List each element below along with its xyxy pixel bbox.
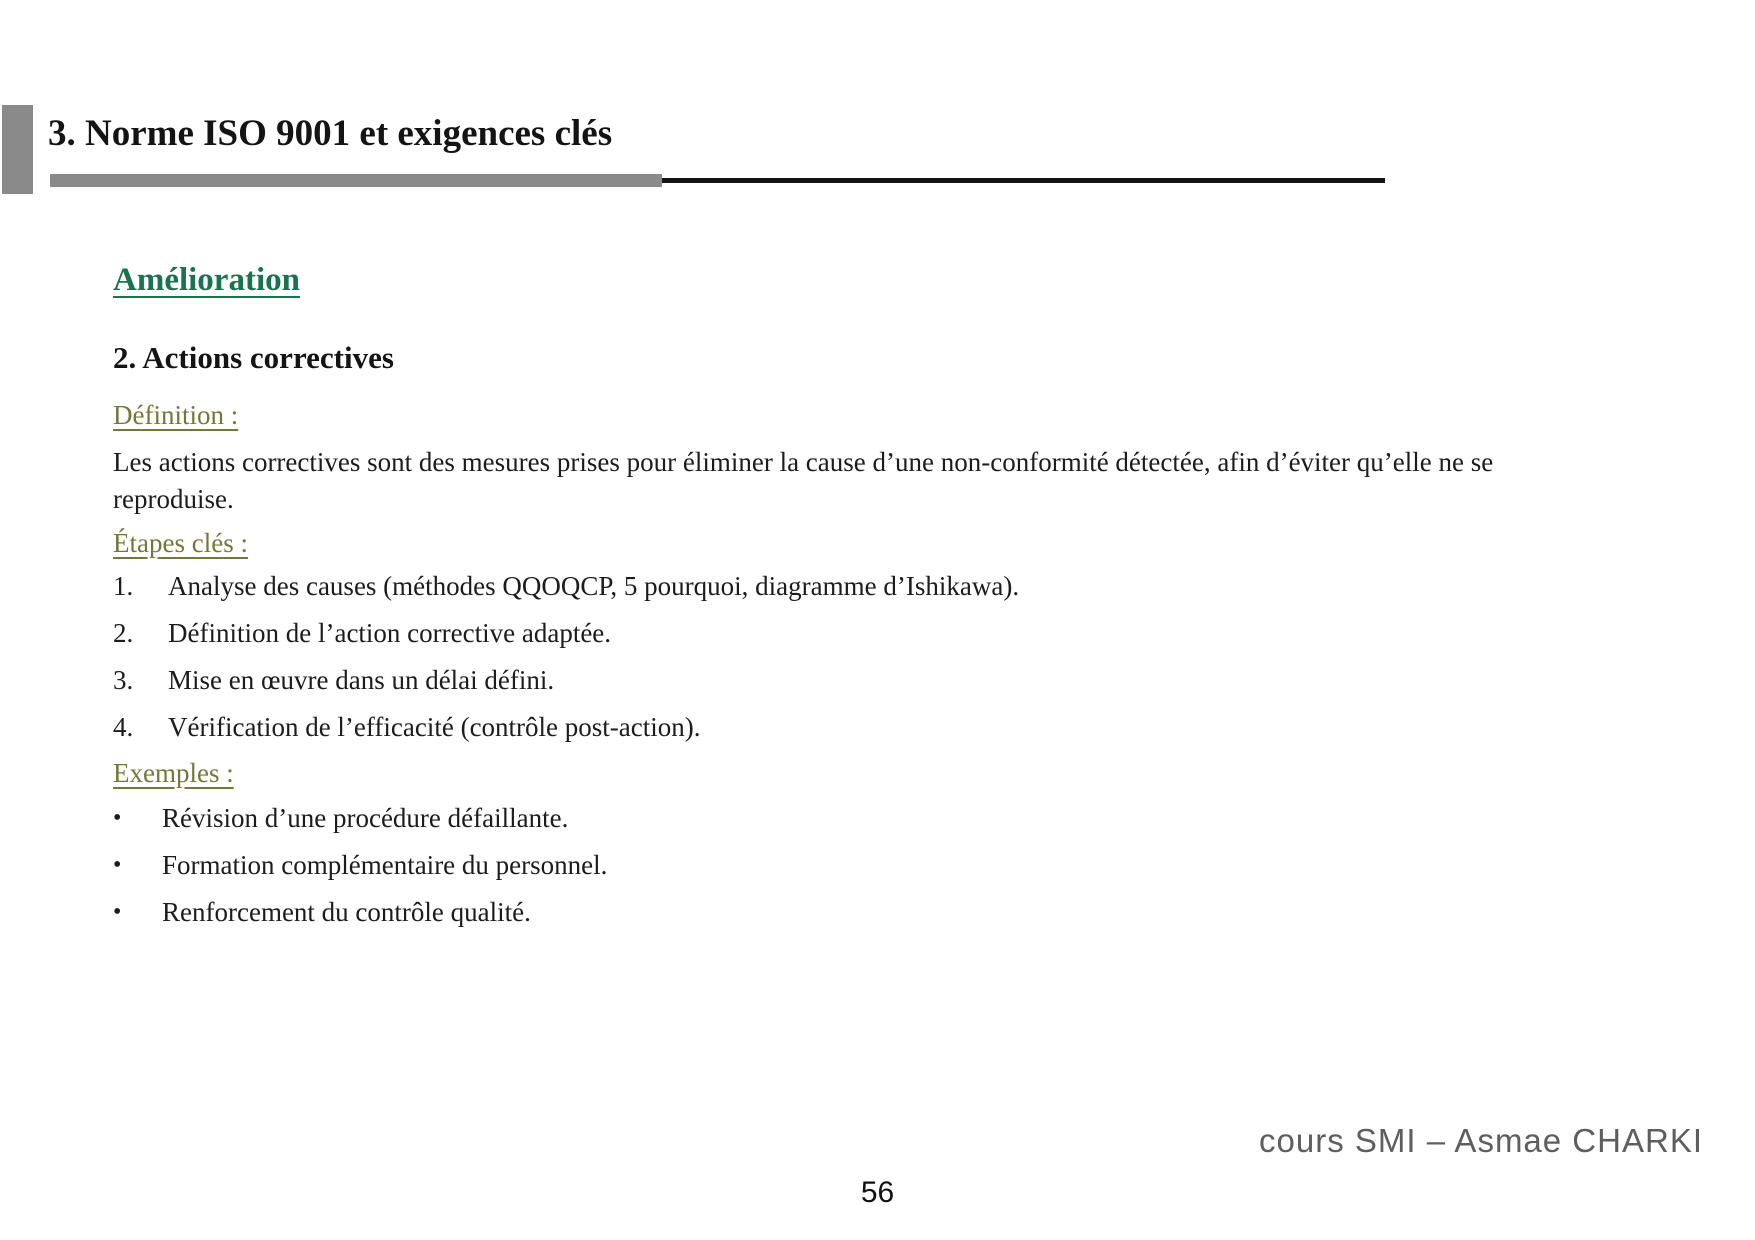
list-item: [113, 615, 1019, 651]
examples-label: Exemples :: [113, 758, 234, 788]
list-item: [113, 847, 607, 883]
list-item: [113, 662, 1019, 698]
examples-list: [113, 800, 607, 941]
list-number: 1.: [113, 571, 134, 601]
definition-text: Les actions correctives sont des mesures prises pour éliminer la cause d’une non-conformité détectée, afin d’éviter qu’elle ne se reproduise.: [113, 447, 1494, 514]
list-number: 4.: [113, 712, 134, 742]
list-item: [113, 800, 607, 836]
list-item-text: Définition de l’action corrective adaptée.: [168, 618, 612, 648]
steps-label: Étapes clés :: [113, 528, 248, 558]
subsection-heading: 2. Actions correctives: [113, 340, 394, 375]
section-heading: Amélioration: [113, 262, 300, 298]
bullet-icon: •: [113, 899, 122, 925]
list-item-text: Formation complémentaire du personnel.: [162, 850, 608, 880]
header-accent-block: [2, 105, 33, 194]
list-item-text: Analyse des causes (méthodes QQOQCP, 5 pourquoi, diagramme d’Ishikawa).: [168, 571, 1020, 601]
list-item-text: Révision d’une procédure défaillante.: [162, 803, 569, 833]
page-number: 56: [860, 1176, 895, 1209]
title-underline-gray-segment: [50, 174, 662, 187]
steps-list: [113, 568, 1019, 756]
list-number: 2.: [113, 618, 134, 648]
list-item: [113, 568, 1019, 604]
list-item: [113, 709, 1019, 745]
bullet-icon: •: [113, 852, 122, 878]
list-item-text: Mise en œuvre dans un délai défini.: [168, 665, 555, 695]
title-underline-black-segment: [662, 178, 1385, 183]
list-item-text: Vérification de l’efficacité (contrôle post-action).: [168, 712, 701, 742]
list-number: 3.: [113, 665, 134, 695]
list-item-text: Renforcement du contrôle qualité.: [162, 897, 531, 927]
list-item: [113, 894, 607, 930]
footer-credit: cours SMI – Asmae CHARKI: [1259, 1122, 1703, 1159]
definition-label: Définition :: [113, 400, 239, 430]
bullet-icon: •: [113, 805, 122, 831]
slide-title: 3. Norme ISO 9001 et exigences clés: [48, 113, 613, 154]
